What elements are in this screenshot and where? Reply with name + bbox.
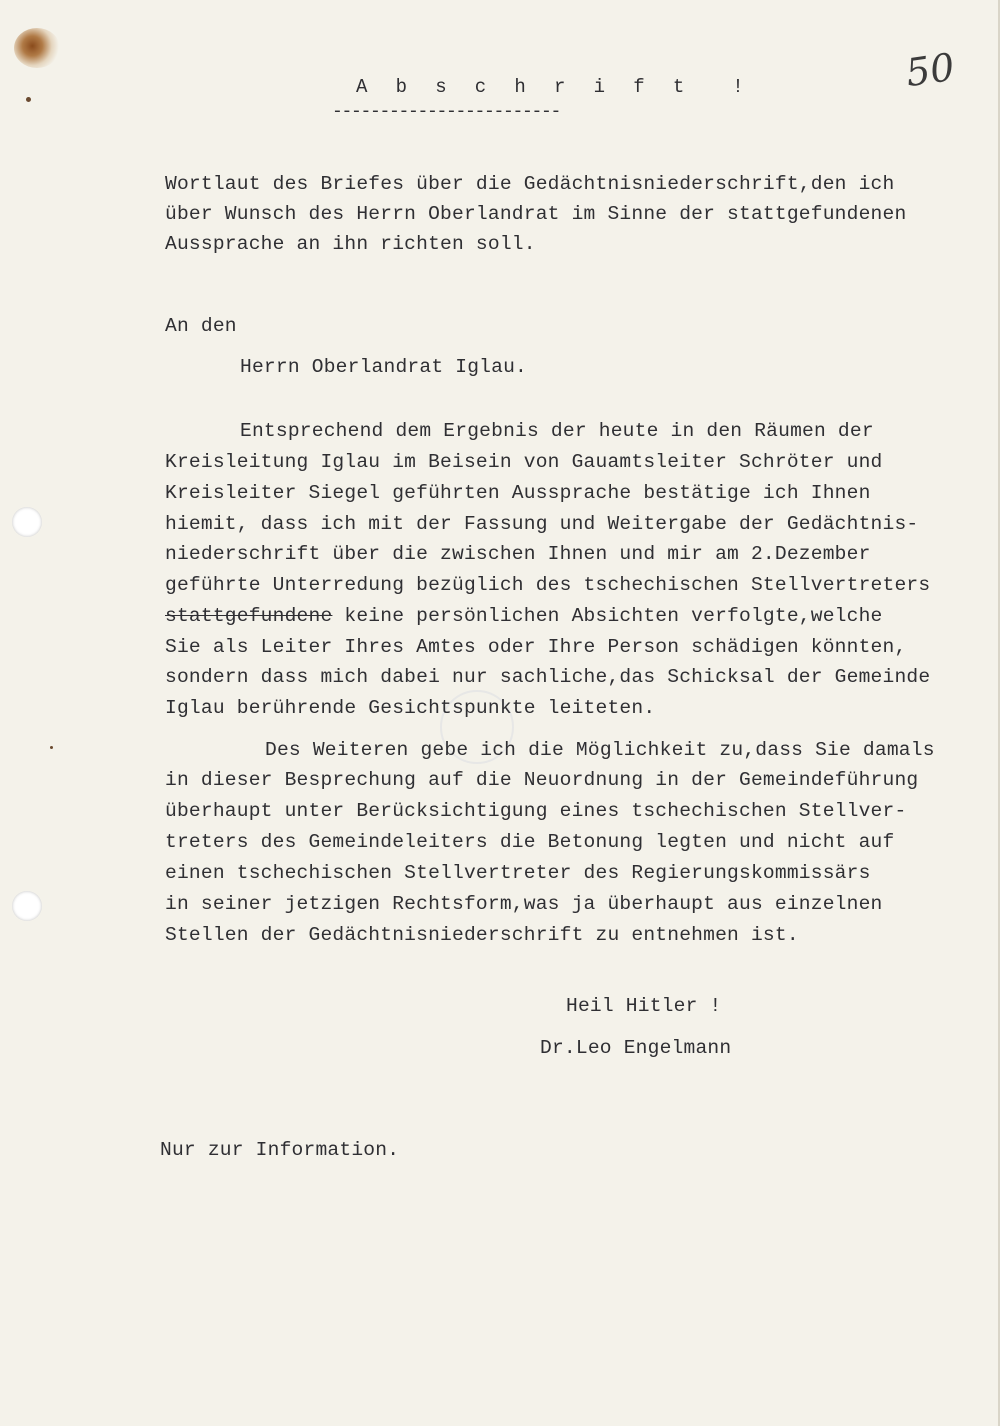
body-line-text: keine persönlichen Absichten verfolgte,welche (332, 605, 883, 627)
body-line: niederschrift über die zwischen Ihnen und mir am 2.Dezember (165, 543, 871, 565)
ink-speck (26, 97, 31, 102)
intro-line: Aussprache an ihn richten soll. (165, 233, 536, 255)
body-line: einen tschechischen Stellvertreter des Regierungskommissärs (165, 862, 871, 884)
body-line: in seiner jetzigen Rechtsform,was ja überhaupt aus einzelnen (165, 893, 883, 915)
rust-stain (14, 28, 60, 68)
body-line (165, 601, 883, 631)
intro-line: über Wunsch des Herrn Oberlandrat im Sinne der stattgefundenen (165, 203, 907, 225)
address-salutation: An den (165, 315, 237, 337)
body-line: sondern dass mich dabei nur sachliche,das Schicksal der Gemeinde (165, 666, 931, 688)
body-line: Kreisleiter Siegel geführten Aussprache bestätige ich Ihnen (165, 482, 871, 504)
body-line: in dieser Besprechung auf die Neuordnung in der Gemeindeführung (165, 769, 919, 791)
body-line: Kreisleitung Iglau im Beisein von Gauamtsleiter Schröter und (165, 451, 883, 473)
title-underline: ------------------------ (332, 102, 561, 122)
signature-name: Dr.Leo Engelmann (540, 1037, 732, 1059)
ink-speck (50, 746, 53, 749)
body-line: Iglau berührende Gesichtspunkte leiteten. (165, 697, 656, 719)
body-line: geführte Unterredung bezüglich des tschechischen Stellvertreters (165, 574, 931, 596)
intro-line: Wortlaut des Briefes über die Gedächtnisniederschrift,den ich (165, 173, 895, 195)
body-line: treters des Gemeindeleiters die Betonung legten und nicht auf (165, 831, 895, 853)
handwritten-page-number: 50 (903, 44, 958, 96)
closing-greeting: Heil Hitler ! (566, 995, 722, 1017)
body-line: Stellen der Gedächtnisniederschrift zu entnehmen ist. (165, 924, 799, 946)
struck-out-word: stattgefundene (165, 605, 333, 627)
address-recipient: Herrn Oberlandrat Iglau. (240, 356, 527, 378)
footer-note: Nur zur Information. (160, 1139, 400, 1161)
body-line: überhaupt unter Berücksichtigung eines tschechischen Stellver- (165, 800, 907, 822)
document-title: A b s c h r i f t ! (356, 76, 753, 98)
body-line: Sie als Leiter Ihres Amtes oder Ihre Person schädigen könnten, (165, 636, 907, 658)
body-line: hiemit, dass ich mit der Fassung und Weitergabe der Gedächtnis- (165, 513, 919, 535)
punch-hole (12, 507, 42, 537)
body-line: Entsprechend dem Ergebnis der heute in den Räumen der (240, 420, 874, 442)
punch-hole (12, 891, 42, 921)
body-line: Des Weiteren gebe ich die Möglichkeit zu,dass Sie damals (265, 739, 935, 761)
